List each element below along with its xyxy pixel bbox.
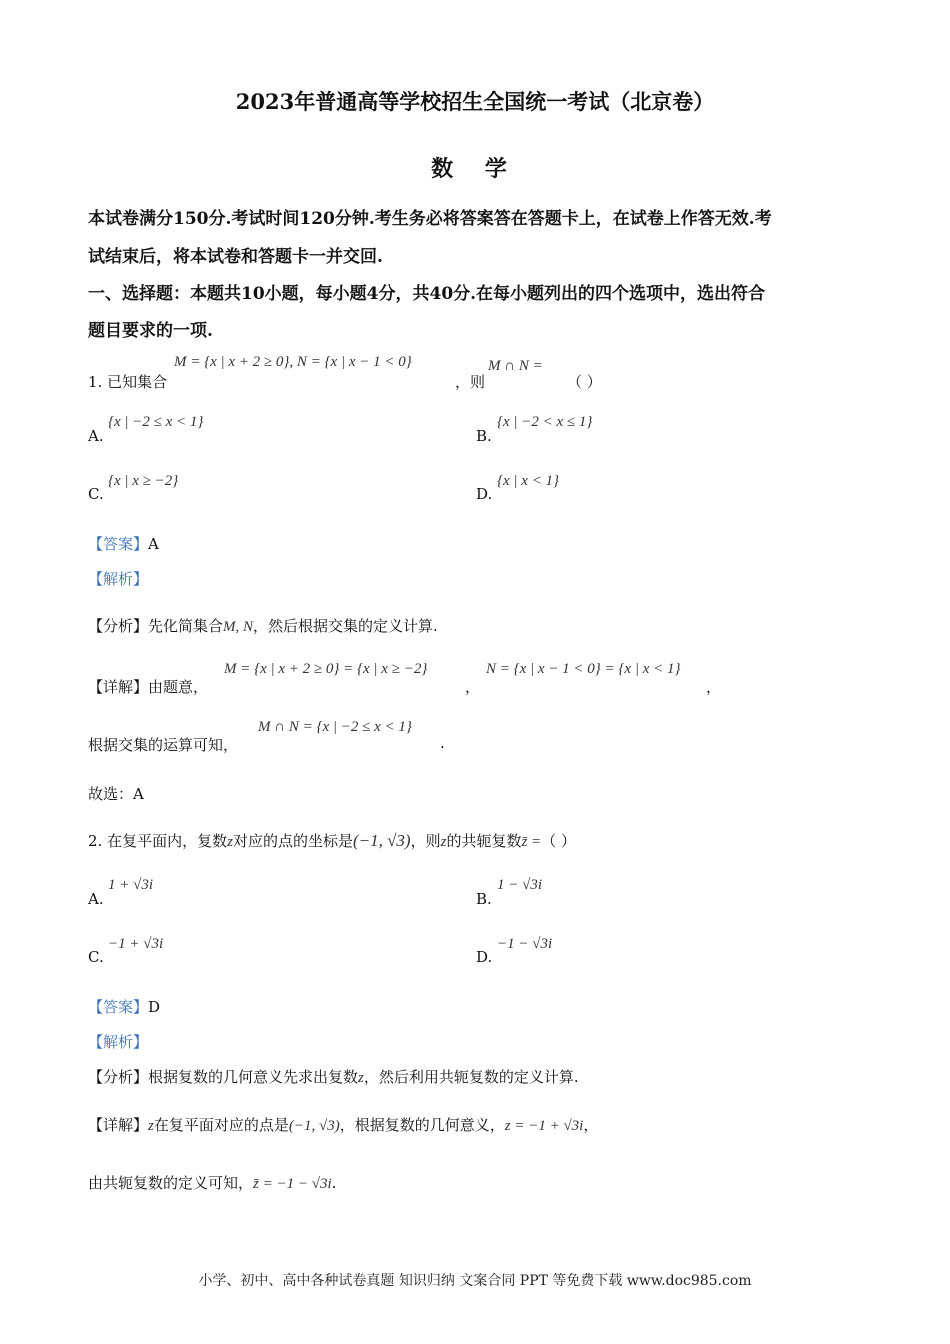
q2-fenxi-z: z [358,1070,364,1086]
q2-conj-text: 由共轭复数的定义可知， [88,1174,254,1192]
q2-detail-text-b: ，根据复数的几何意义， [339,1116,505,1134]
q2-zbar: z̄ = [521,834,542,850]
q1-detail-text-a: 由题意， [148,678,209,696]
q2-conjugate-line [88,1172,336,1193]
q2-option-a-formula: 1 + √3i [108,877,154,893]
q2-analysis-tag: 【解析】 [88,1033,149,1051]
q2-prefix: 2. 在复平面内，复数 [88,832,228,850]
q1-detail-prefix [88,676,208,697]
q2-answer-paren: （ ） [541,832,576,850]
q1-then: ，则 [455,373,486,391]
q2-z-1: z [227,834,233,850]
section-heading-line-1: 一、选择题：本题共10小题，每小题4分，共40分.在每小题列出的四个选项中，选出符合 [88,284,766,304]
q1-sets-formula: M = {x | x + 2 ≥ 0}, N = {x | x − 1 < 0} [174,354,412,370]
page-title: 2023年普通高等学校招生全国统一考试（北京卷） [235,89,715,114]
q2-answer-tag: 【答案】 [88,998,149,1016]
q1-fenxi-text-b: ，然后根据交集的定义计算. [253,617,438,635]
q1-detail-formula-m: M = {x | x + 2 ≥ 0} = {x | x ≥ −2} [224,661,428,677]
q2-conj-end: . [331,1174,337,1192]
q1-option-b-label: B. [476,427,492,445]
q1-calc-text: 根据交集的运算可知， [88,736,239,754]
q2-option-c-label: C. [88,948,104,966]
q2-detail-tag: 【详解】 [88,1116,149,1134]
q2-z-2: z [440,834,447,850]
q1-prefix: 1. 已知集合 [88,373,168,391]
q2-option-d-formula: −1 − √3i [497,936,553,952]
subject-title: 数 学 [431,156,519,182]
q1-choose: 故选：A [88,785,144,803]
q2-then: ，则 [410,832,441,850]
q1-fenxi-tag: 【分析】 [88,617,149,635]
q2-detail-formula: z = −1 + √3i [504,1118,584,1134]
intro-line-2: 试结束后，将本试卷和答题卡一并交回. [88,247,383,267]
q1-fenxi-line [88,615,438,636]
q2-answer-line [88,996,160,1017]
q1-detail-formula-n: N = {x | x − 1 < 0} = {x | x < 1} [486,661,681,677]
q2-answer-value: D [148,998,161,1016]
q1-fenxi-text-a: 先化简集合 [148,617,224,635]
q2-option-d-label: D. [476,948,493,966]
q1-calc-formula: M ∩ N = {x | −2 ≤ x < 1} [258,719,412,735]
q2-question-line [88,830,576,851]
q1-answer-tag: 【答案】 [88,535,149,553]
q2-option-a-label: A. [88,890,104,908]
q1-option-b-formula: {x | −2 < x ≤ 1} [497,414,593,430]
q1-detail-end: ， [706,678,722,696]
q1-option-a-formula: {x | −2 ≤ x < 1} [108,414,204,430]
q1-answer-line [88,533,159,554]
q1-option-d-formula: {x | x < 1} [497,473,560,489]
q2-fenxi-line [88,1066,579,1087]
q1-expression: M ∩ N = [488,358,543,374]
q2-after: 的共轭复数 [446,832,522,850]
q1-analysis-tag: 【解析】 [88,570,149,588]
q2-detail-z: z [148,1118,154,1134]
intro-line-1: 本试卷满分150分.考试时间120分钟.考生务必将答案答在答题卡上，在试卷上作答无效.考 [88,209,772,229]
q1-detail-tag: 【详解】 [88,678,149,696]
q1-option-c-formula: {x | x ≥ −2} [108,473,179,489]
q2-option-b-formula: 1 − √3i [497,877,543,893]
q2-coordinate: (−1, √3) [352,831,411,850]
page-footer: 小学、初中、高中各种试卷真题 知识归纳 文案合同 PPT 等免费下载 www.doc985.com [198,1273,752,1289]
q2-option-c-formula: −1 + √3i [108,936,164,952]
q2-detail-line [88,1114,598,1135]
q1-option-c-label: C. [88,485,104,503]
q1-detail-comma: ， [465,678,481,696]
q1-option-d-label: D. [476,485,493,503]
q1-answer-paren: （ ） [567,373,602,391]
q1-fenxi-formula: M, N [223,619,254,635]
q2-fenxi-tag: 【分析】 [88,1068,149,1086]
q2-detail-text-a: 在复平面对应的点是 [153,1116,289,1134]
q2-option-b-label: B. [476,890,492,908]
q2-conj-formula: z̄ = −1 − √3i [253,1176,332,1192]
q1-calc-end: . [440,734,445,752]
q2-detail-coordinate: (−1, √3) [288,1118,340,1134]
q2-fenxi-text-b: ，然后利用共轭复数的定义计算. [363,1068,579,1086]
section-heading-line-2: 题目要求的一项. [88,321,213,341]
q2-detail-end: ， [583,1116,599,1134]
q1-option-a-label: A. [88,427,104,445]
q1-answer-value: A [148,535,159,553]
q2-mid: 对应的点的坐标是 [232,832,353,850]
q2-fenxi-text-a: 根据复数的几何意义先求出复数 [148,1068,359,1086]
